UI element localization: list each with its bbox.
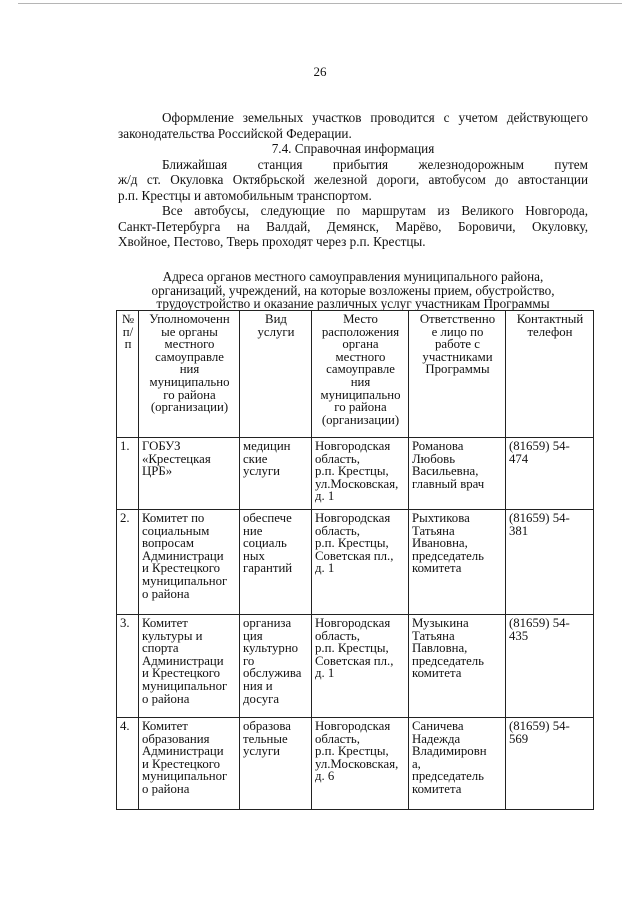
top-rule [18, 3, 622, 4]
table-caption-line-2: организаций, учреждений, на которые возложены прием, обустройство, [151, 282, 555, 298]
header-org: Уполномоченн ые органы местного самоуправле ния муниципально го района (организации) [139, 311, 240, 438]
cell-phone: (81659) 54- 474 [506, 438, 594, 510]
organizations-table [116, 310, 594, 810]
table-row [117, 438, 594, 510]
cell-org: Комитет по социальным вопросам Администраци и Крестецкого муниципальног о района [139, 510, 240, 615]
cell-service: образова тельные услуги [240, 718, 312, 810]
cell-responsible: Саничева Надежда Владимировн а, председатель комитета [409, 718, 506, 810]
table-row [117, 510, 594, 615]
paragraph-2-line-1: Ближайшая станция прибытия железнодорожным путем [162, 156, 588, 172]
header-location: Место расположения органа местного самоуправле ния муниципально го района (организации) [312, 311, 409, 438]
paragraph-2-line-2: ж/д ст. Окуловка Октябрьской железной дороги, автобусом до автостанции [118, 172, 588, 187]
paragraph-3-line-2: Санкт-Петербурга на Валдай, Демянск, Марёво, Боровичи, Окуловку, [118, 218, 588, 234]
table-header-row [117, 311, 594, 438]
header-service: Вид услуги [240, 311, 312, 438]
cell-service: медицин ские услуги [240, 438, 312, 510]
table-caption [118, 270, 588, 311]
cell-org: Комитет образования Администраци и Крестецкого муниципальног о района [139, 718, 240, 810]
table-caption-line-3: трудоустройство и оказание различных услуг участникам Программы [156, 296, 550, 311]
cell-num: 3. [117, 615, 139, 718]
table-row [117, 615, 594, 718]
cell-num: 4. [117, 718, 139, 810]
cell-responsible: Рыхтикова Татьяна Ивановна, председатель комитета [409, 510, 506, 615]
paragraph-1-line-1: Оформление земельных участков проводится с учетом действующего [162, 110, 588, 125]
cell-responsible: Романова Любовь Васильевна, главный врач [409, 438, 506, 510]
cell-location: Новгородская область, р.п. Крестцы, ул.Московская, д. 1 [312, 438, 409, 510]
cell-num: 2. [117, 510, 139, 615]
table-caption-line-1: Адреса органов местного самоуправления муниципального района, [162, 269, 544, 284]
cell-org: Комитет культуры и спорта Администраци и Крестецкого муниципальног о района [139, 615, 240, 718]
header-num: № п/ п [117, 311, 139, 438]
paragraph-1-line-2: законодательства Российской Федерации. [118, 125, 352, 141]
cell-location: Новгородская область, р.п. Крестцы, Советская пл., д. 1 [312, 510, 409, 615]
table-row [117, 718, 594, 810]
page-number: 26 [313, 64, 327, 79]
paragraph-3-line-1: Все автобусы, следующие по маршрутам из Великого Новгорода, [162, 203, 588, 218]
cell-location: Новгородская область, р.п. Крестцы, Советская пл., д. 1 [312, 615, 409, 718]
cell-phone: (81659) 54- 381 [506, 510, 594, 615]
body-text [118, 110, 588, 250]
section-title: 7.4. Справочная информация [271, 141, 435, 156]
paragraph-3-line-3: Хвойное, Пестово, Тверь проходят через р.п. Крестцы. [118, 234, 426, 249]
header-responsible: Ответственно е лицо по работе с участниками Программы [409, 311, 506, 438]
cell-phone: (81659) 54- 569 [506, 718, 594, 810]
cell-location: Новгородская область, р.п. Крестцы, ул.Московская, д. 6 [312, 718, 409, 810]
cell-num: 1. [117, 438, 139, 510]
cell-service: обеспече ние социаль ных гарантий [240, 510, 312, 615]
cell-responsible: Музыкина Татьяна Павловна, председатель комитета [409, 615, 506, 718]
cell-org: ГОБУЗ «Крестецкая ЦРБ» [139, 438, 240, 510]
cell-phone: (81659) 54- 435 [506, 615, 594, 718]
cell-service: организа ция культурно го обслужива ния и досуга [240, 615, 312, 718]
header-phone: Контактный телефон [506, 311, 594, 438]
paragraph-2-line-3: р.п. Крестцы и автомобильным транспортом. [118, 187, 372, 203]
